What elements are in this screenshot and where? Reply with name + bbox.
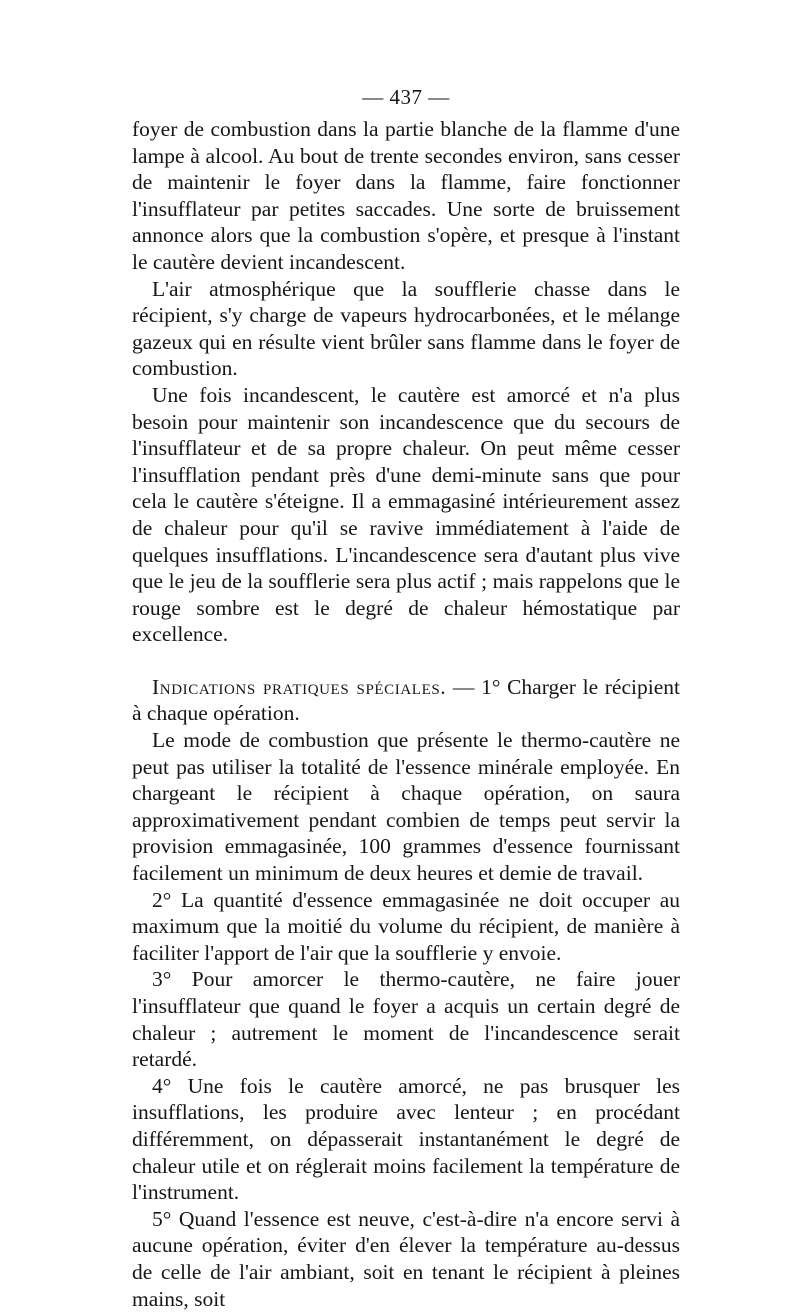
section-gap xyxy=(132,648,680,674)
page-number: — 437 — xyxy=(362,85,450,109)
paragraph-point-4: 4° Une fois le cautère amorcé, ne pas brusquer les insufflations, les produire avec lenteur ; en procédant différemment, on dépasserait instantanément le degré de chaleur utile et on réglerait moins facilement la température de l'instrument. xyxy=(132,1073,680,1205)
paragraph-point-2: 2° La quantité d'essence emmagasinée ne doit occuper au maximum que la moitié du volume du récipient, de manière à faciliter l'apport de l'air que la soufflerie y envoie. xyxy=(132,887,680,965)
paragraph-incandescence: Une fois incandescent, le cautère est amorcé et n'a plus besoin pour maintenir son incandescence que du secours de l'insufflateur et de sa propre chaleur. On peut même cesser l'insufflation pendant près d'une demi-minute sans que pour cela le cautère s'éteigne. Il a emmagasiné intérieurement assez de chaleur pour qu'il se ravive immédiatement à l'aide de quelques insufflations. L'incandescence sera d'autant plus vive que le jeu de la soufflerie sera plus actif ; mais rappelons que le rouge sombre est le degré de chaleur hémostatique par excellence. xyxy=(132,382,680,647)
paragraph-continuation: foyer de combustion dans la partie blanche de la flamme d'une lampe à alcool. Au bout de trente secondes environ, sans cesser de maintenir le foyer dans la flamme, faire fonctionner l'insufflateur par petites saccades. Une sorte de bruissement annonce alors que la combustion s'opère, et presque à l'instant le cautère devient incandescent. xyxy=(132,117,680,274)
paragraph-point-5: 5° Quand l'essence est neuve, c'est-à-dire n'a encore servi à aucune opération, éviter d'en élever la température au-dessus de celle de l'air ambiant, soit en tenant le récipient à pleines mains, soit xyxy=(132,1206,680,1311)
paragraph-air: L'air atmosphérique que la soufflerie chasse dans le récipient, s'y charge de vapeurs hydrocarbonées, et le mélange gazeux qui en résulte vient brûler sans flamme dans le foyer de combustion. xyxy=(132,276,680,381)
section-heading: Indications pratiques spéciales. xyxy=(152,674,447,699)
section-heading-paragraph xyxy=(132,674,680,727)
paragraph-mode-combustion: Le mode de combustion que présente le thermo-cautère ne peut pas utiliser la totalité de l'essence minérale employée. En chargeant le récipient à chaque opération, on saura approximativement pendant combien de temps peut servir la provision emmagasinée, 100 grammes d'essence fournissant facilement un minimum de deux heures et demie de travail. xyxy=(132,728,680,886)
paragraph-point-3: 3° Pour amorcer le thermo-cautère, ne faire jouer l'insufflateur que quand le foyer a acquis un certain degré de chaleur ; autrement le moment de l'incandescence serait retardé. xyxy=(132,967,680,1072)
page xyxy=(132,84,680,1312)
section-heading-rest: — 1° Charger le récipient à chaque opération. xyxy=(132,674,680,726)
